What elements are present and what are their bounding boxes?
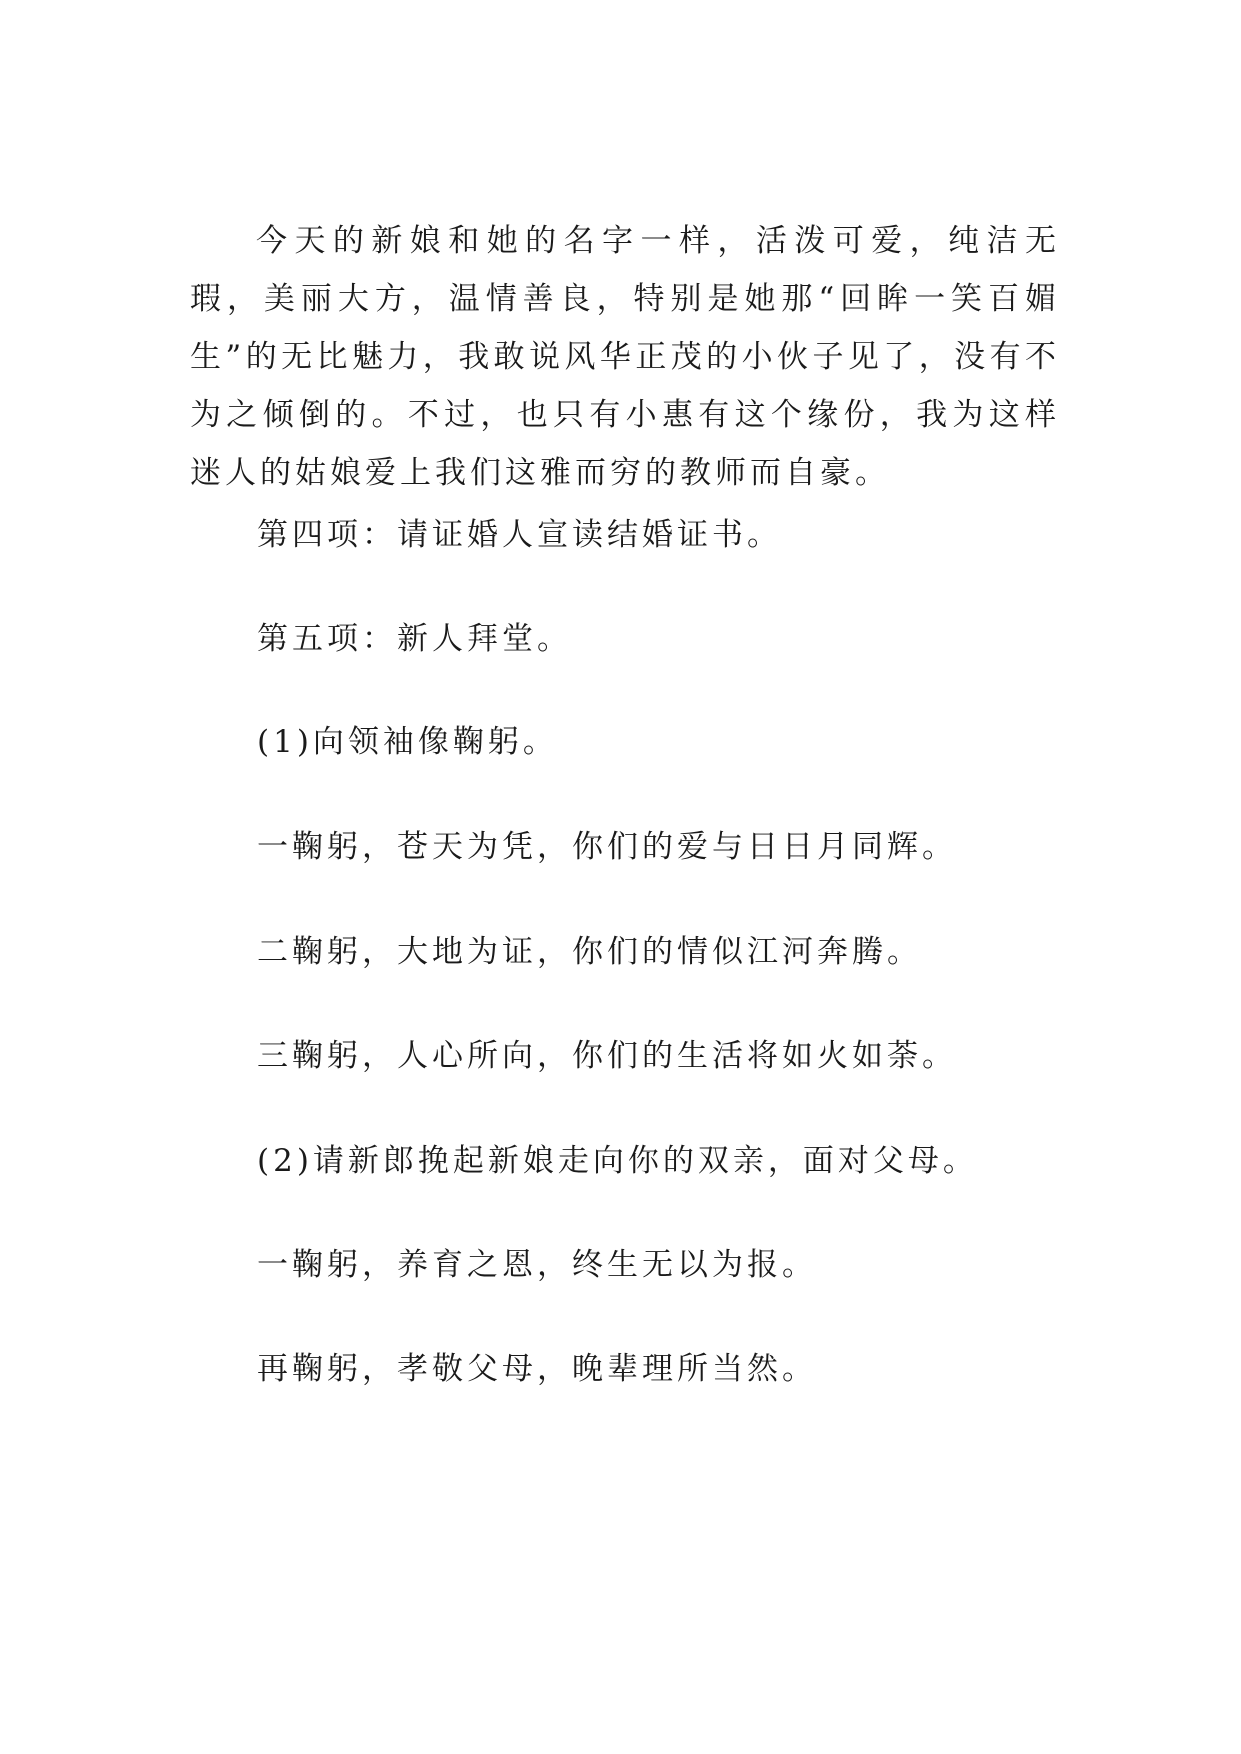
- item-first-bow-parents: 一鞠躬，养育之恩，终生无以为报。: [257, 1247, 817, 1283]
- item-fifth-step: 第五项：新人拜堂。: [257, 621, 572, 657]
- item-second-bow-parents: 再鞠躬，孝敬父母，晚辈理所当然。: [257, 1351, 817, 1387]
- item-first-bow-heaven: 一鞠躬，苍天为凭，你们的爱与日日月同辉。: [257, 829, 957, 865]
- item-bow-to-portrait: (1)向领袖像鞠躬。: [257, 724, 558, 760]
- item-fourth-step: 第四项：请证婚人宣读结婚证书。: [257, 517, 782, 553]
- item-third-bow-people: 三鞠躬，人心所向，你们的生活将如火如荼。: [257, 1038, 957, 1074]
- item-face-parents: (2)请新郎挽起新娘走向你的双亲，面对父母。: [257, 1143, 978, 1179]
- intro-paragraph: 今天的新娘和她的名字一样，活泼可爱，纯洁无瑕，美丽大方，温情善良，特别是她那“回眸一笑百媚生”的无比魅力，我敢说风华正茂的小伙子见了，没有不为之倾倒的。不过，也只有小惠有这个缘份，我为这样迷人的姑娘爱上我们这雅而穷的教师而自豪。: [190, 223, 1060, 491]
- item-second-bow-earth: 二鞠躬，大地为证，你们的情似江河奔腾。: [257, 934, 922, 970]
